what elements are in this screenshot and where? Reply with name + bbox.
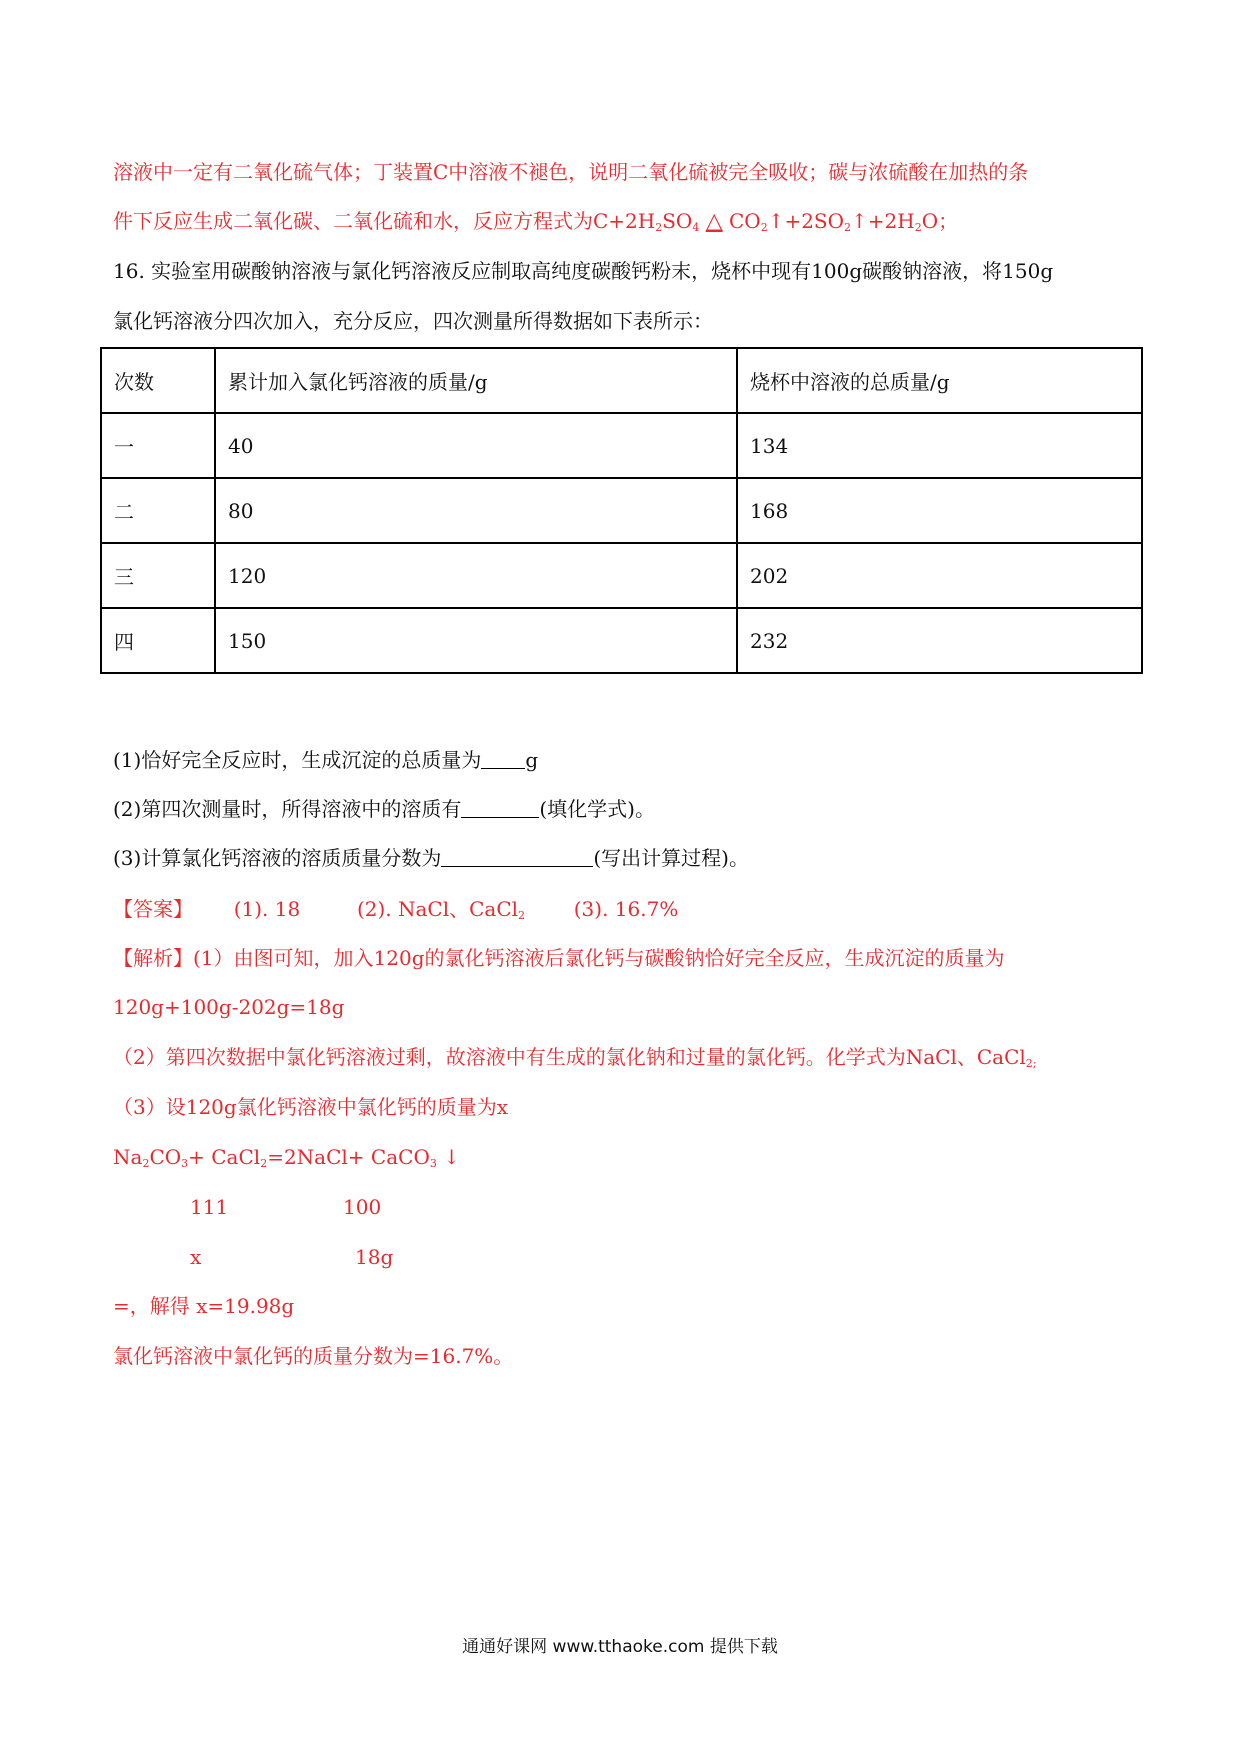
- page-footer: 通通好课网 www.tthaoke.com 提供下载: [462, 1637, 778, 1657]
- molar-mass-cacl2: 111: [190, 1195, 229, 1219]
- question-16-line-2: 氯化钙溶液分四次加入，充分反应，四次测量所得数据如下表所示：: [113, 309, 713, 333]
- table-cell: 120: [215, 543, 737, 608]
- analysis-line-3: （2）第四次数据中氯化钙溶液过剩，故溶液中有生成的氯化钠和过量的氯化钙。化学式为NaCl、CaCl$_{2;}$: [113, 1045, 1037, 1070]
- table-cell: 80: [215, 478, 737, 543]
- question-16-line-1: 16. 实验室用碳酸钠溶液与氯化钙溶液反应制取高纯度碳酸钙粉末，烧杯中现有100g碳酸钠溶液，将150g: [113, 259, 1054, 283]
- table-row: [101, 478, 1142, 543]
- table-row: [101, 608, 1142, 673]
- answer-line: 【答案】 (1). 18 (2). NaCl、CaCl$_2$ (3). 16.7%: [113, 897, 679, 922]
- prev-answer-line-1: 溶液中一定有二氧化硫气体；丁装置C中溶液不褪色，说明二氧化硫被完全吸收；碳与浓硫酸在加热的条: [113, 160, 1029, 184]
- answer-blank-2: [461, 795, 539, 818]
- precipitate-mass: 18g: [355, 1245, 394, 1269]
- sub-question-2: (2)第四次测量时，所得溶液中的溶质有 (填化学式)。: [113, 797, 655, 821]
- heating-condition-symbol: △: [705, 209, 723, 234]
- answer-blank-3: [441, 844, 593, 867]
- solve-line: =，解得 x=19.98g: [113, 1294, 295, 1318]
- table-cell: 四: [101, 608, 215, 673]
- analysis-line-2: 120g+100g-202g=18g: [113, 995, 345, 1019]
- table-cell: 150: [215, 608, 737, 673]
- analysis-line-4: （3）设120g氯化钙溶液中氯化钙的质量为x: [113, 1095, 508, 1119]
- table-row: [101, 413, 1142, 478]
- table-header-row: [101, 348, 1142, 413]
- data-table: [100, 347, 1143, 674]
- table-header-cell: 烧杯中溶液的总质量/g: [737, 348, 1142, 413]
- reaction-equation: $Na_2CO_3+$ CaCl$_2$=2NaCl+ CaCO$_3$ ↓: [113, 1145, 460, 1170]
- sub-question-1: (1)恰好完全反应时，生成沉淀的总质量为 g: [113, 748, 539, 772]
- table-header-cell: 次数: [101, 348, 215, 413]
- table-header-cell: 累计加入氯化钙溶液的质量/g: [215, 348, 737, 413]
- table-cell: 202: [737, 543, 1142, 608]
- molar-mass-caco3: 100: [343, 1195, 382, 1219]
- table-cell: 134: [737, 413, 1142, 478]
- table-cell: 一: [101, 413, 215, 478]
- table-cell: 232: [737, 608, 1142, 673]
- table-cell: 二: [101, 478, 215, 543]
- table-cell: 三: [101, 543, 215, 608]
- sub-question-3: (3)计算氯化钙溶液的溶质质量分数为 (写出计算过程)。: [113, 846, 749, 870]
- answer-label: 【答案】: [113, 897, 193, 921]
- unknown-x: x: [190, 1245, 202, 1269]
- table-cell: 40: [215, 413, 737, 478]
- analysis-line-1: 【解析】(1）由图可知，加入120g的氯化钙溶液后氯化钙与碳酸钠恰好完全反应，生成沉淀的质量为: [113, 946, 1005, 970]
- prev-answer-line-2: 件下反应生成二氧化碳、二氧化硫和水，反应方程式为$C+2H_2SO_4$ △ $CO_2↑+2SO_2↑+2H_2O$；: [113, 209, 959, 234]
- table-cell: 168: [737, 478, 1142, 543]
- table-row: [101, 543, 1142, 608]
- conclusion-line: 氯化钙溶液中氯化钙的质量分数为=16.7%。: [113, 1344, 514, 1368]
- analysis-label: 【解析】: [113, 946, 193, 970]
- answer-blank-1: [481, 746, 525, 769]
